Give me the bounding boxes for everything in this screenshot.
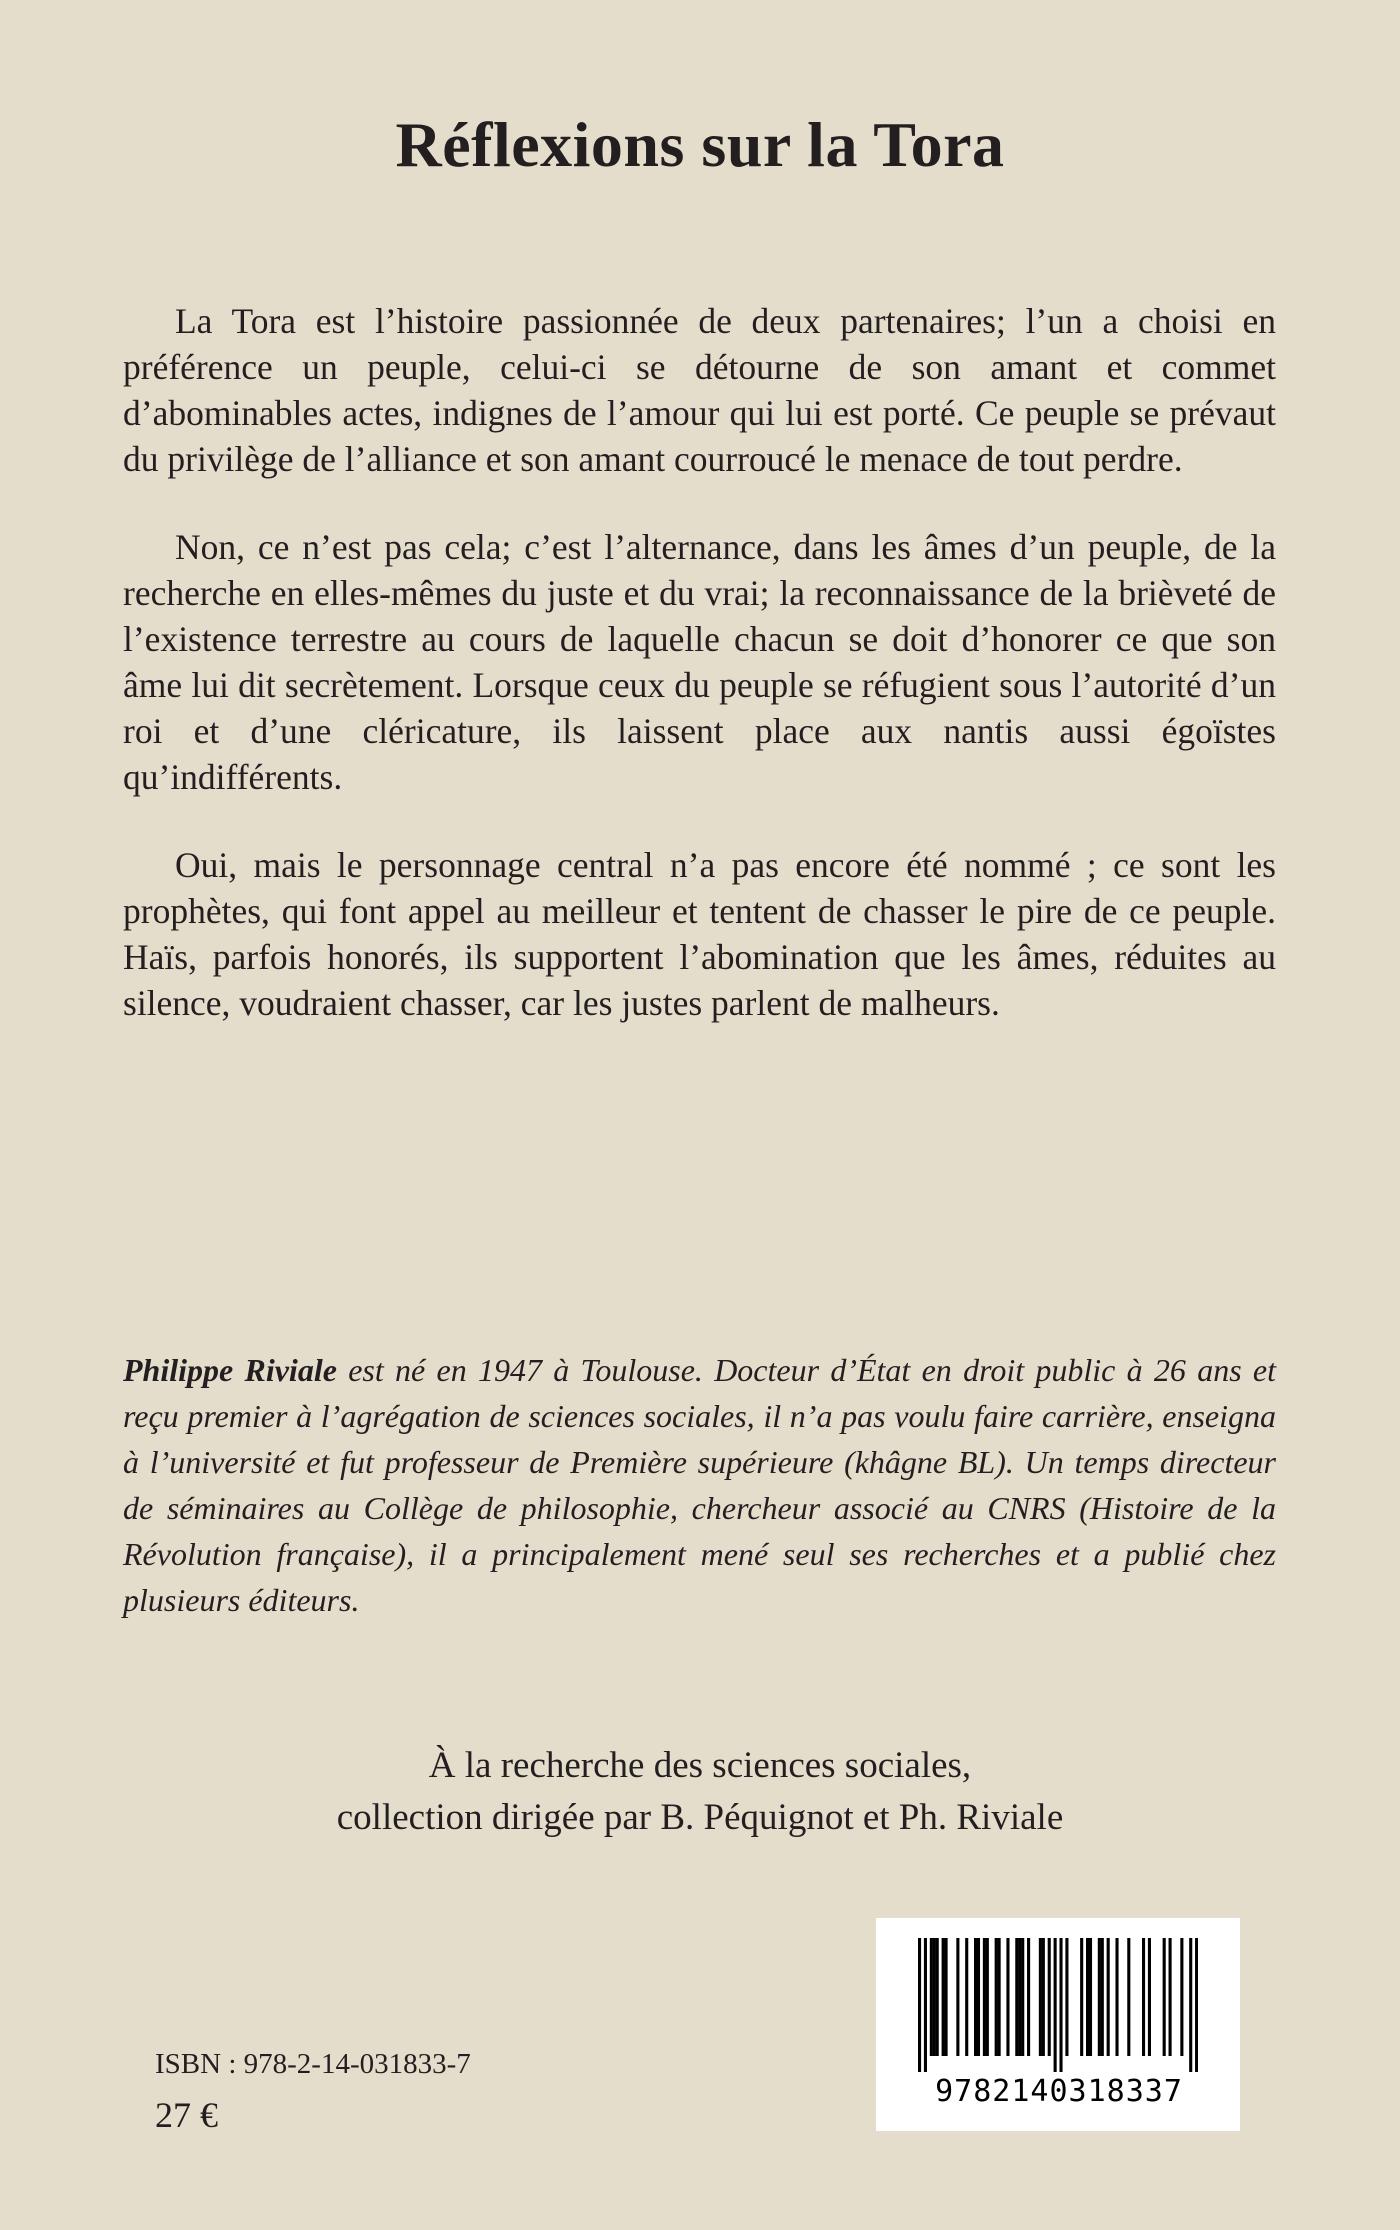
collection-line-2: collection dirigée par B. Péquignot et Ph. Riviale bbox=[336, 1797, 1064, 1838]
barcode-bar bbox=[936, 1938, 939, 2056]
barcode-bar bbox=[1169, 1938, 1172, 2056]
barcode-bar bbox=[1142, 1938, 1145, 2056]
barcode-bar bbox=[974, 1938, 977, 2056]
barcode-bar bbox=[995, 1938, 998, 2056]
barcode-bar bbox=[918, 1938, 921, 2072]
barcode-bar bbox=[1115, 1938, 1118, 2056]
barcode-bars bbox=[918, 1938, 1198, 2072]
barcode-bar bbox=[983, 1938, 986, 2056]
author-name: Philippe Riviale bbox=[123, 1352, 337, 1388]
barcode-bar bbox=[1039, 1938, 1042, 2056]
barcode-bar bbox=[1021, 1938, 1024, 2056]
barcode-bar bbox=[1098, 1938, 1101, 2056]
blurb-paragraph-1: La Tora est l’histoire passionnée de deux partenaires; l’un a choisi en préférence un peuple, celui-ci se détourne de son amant et commet d’abominables actes, indignes de l’amour qui lui est porté. Ce peuple se prévaut du privilège de l’alliance et son amant courroucé le menace de tout perdre. bbox=[123, 301, 1276, 479]
barcode-bar bbox=[956, 1938, 959, 2056]
author-bio bbox=[123, 1347, 1276, 1623]
barcode-bar bbox=[986, 1938, 989, 2056]
collection-line-1: À la recherche des sciences sociales, bbox=[428, 1745, 972, 1786]
barcode-bar bbox=[1015, 1938, 1018, 2056]
isbn: ISBN : 978-2-14-031833-7 bbox=[155, 2048, 471, 2080]
barcode-bar bbox=[1195, 1938, 1198, 2072]
author-bio-text: est né en 1947 à Toulouse. Docteur d’État en droit public à 26 ans et reçu premier à l’agrégation de sciences sociales, il n’a pas voulu faire carrière, enseigna à l’université et fut professeur de Première supérieure (khâgne BL). Un temps directeur de séminaires au Collège de philosophie, chercheur associé au CNRS (Histoire de la Révolution française), il a principalement mené seul ses recherches et a publié chez plusieurs éditeurs. bbox=[123, 1352, 1277, 1618]
barcode-bar bbox=[1089, 1938, 1092, 2056]
barcode-bar bbox=[1059, 1938, 1062, 2072]
price: 27 € bbox=[155, 2095, 218, 2135]
barcode-bar bbox=[1027, 1938, 1030, 2056]
barcode-bar bbox=[924, 1938, 927, 2072]
barcode-bar bbox=[1148, 1938, 1151, 2056]
barcode-digits: 9782140318337 bbox=[935, 2074, 1183, 2109]
barcode-bar bbox=[930, 1938, 933, 2056]
blurb-paragraph-2: Non, ce n’est pas cela; c’est l’alternance, dans les âmes d’un peuple, de la recherche en elles-mêmes du juste et du vrai; la reconnaissance de la brièveté de l’existence terrestre au cours de laquelle chacun se doit d’honorer ce que son âme lui dit secrètement. Lorsque ceux du peuple se réfugient sous l’autorité d’un roi et d’une cléricature, ils laissent place aux nantis aussi égoïstes qu’indifférents. bbox=[123, 527, 1276, 797]
barcode-bar bbox=[1189, 1938, 1192, 2072]
barcode-bar bbox=[1065, 1938, 1068, 2056]
barcode-bar bbox=[1018, 1938, 1021, 2056]
barcode-bar bbox=[1101, 1938, 1104, 2056]
barcode-bar bbox=[1180, 1938, 1183, 2056]
barcode bbox=[876, 1918, 1240, 2131]
barcode-bar bbox=[1107, 1938, 1110, 2056]
barcode-bar bbox=[1042, 1938, 1045, 2056]
blurb-paragraph-3: Oui, mais le personnage central n’a pas encore été nommé ; ce sont les prophètes, qui font appel au meilleur et tentent de chasser le pire de ce peuple. Haïs, parfois honorés, ils supportent l’abomination que les âmes, réduites au silence, voudraient chasser, car les justes parlent de malheurs. bbox=[123, 845, 1276, 1023]
barcode-bar bbox=[933, 1938, 936, 2056]
barcode-bar bbox=[1127, 1938, 1130, 2056]
barcode-bar bbox=[1048, 1938, 1051, 2056]
barcode-bar bbox=[1054, 1938, 1057, 2072]
barcode-bar bbox=[1006, 1938, 1009, 2056]
collection-info bbox=[0, 1740, 1400, 1844]
barcode-bar bbox=[998, 1938, 1001, 2056]
barcode-bar bbox=[977, 1938, 980, 2056]
barcode-bar bbox=[945, 1938, 948, 2056]
barcode-bar bbox=[1086, 1938, 1089, 2056]
barcode-bar bbox=[1080, 1938, 1083, 2056]
barcode-bar bbox=[942, 1938, 945, 2056]
blurb bbox=[123, 298, 1276, 1068]
barcode-bar bbox=[965, 1938, 968, 2056]
book-title: Réflexions sur la Tora bbox=[395, 109, 1005, 180]
barcode-bar bbox=[1163, 1938, 1166, 2056]
